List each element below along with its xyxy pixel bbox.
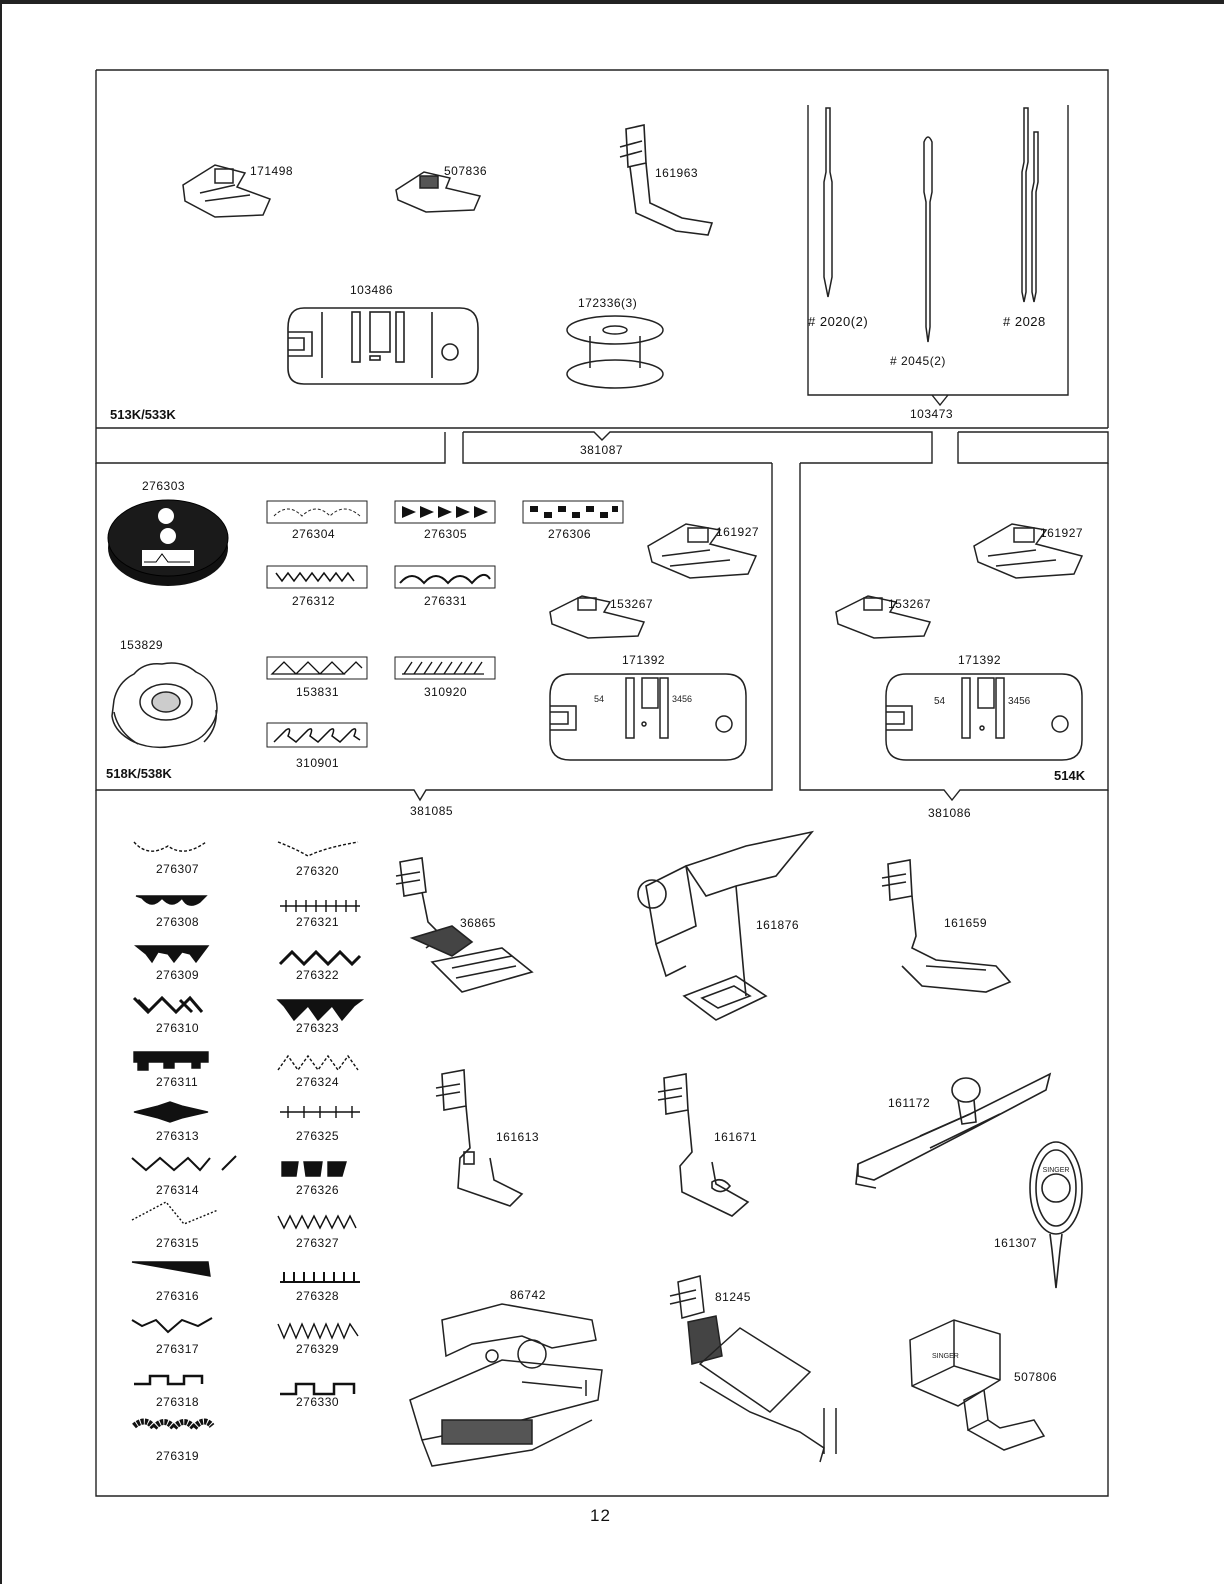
part-381086-label: 381086 [928,806,972,820]
part-507836-label: 507836 [444,164,488,178]
cam-pattern-276312 [266,565,368,589]
cam-276313-label: 276313 [156,1129,200,1143]
cam-pattern-276305 [394,500,496,524]
cam-276320-label: 276320 [296,864,340,878]
cam-stitch-patterns [128,836,378,1476]
cam-276323-label: 276323 [296,1021,340,1035]
part-161172-label: 161172 [888,1096,931,1110]
part-153831-label: 153831 [296,685,340,699]
cam-276328-label: 276328 [296,1289,340,1303]
cam-276307-label: 276307 [156,862,200,876]
cam-pattern-276331 [394,565,496,589]
attachment-81245-image [660,1272,860,1466]
needle-2020-label: # 2020(2) [808,314,869,329]
part-86742-label: 86742 [510,1288,546,1302]
part-161963-label: 161963 [655,166,699,180]
part-276304-label: 276304 [292,527,336,541]
part-171392-label: 171392 [622,653,666,667]
part-81245-label: 81245 [715,1290,751,1304]
presser-foot-161927-image [640,512,768,592]
attachment-161671-image [652,1072,762,1222]
part-153267-right-label: 153267 [888,597,932,611]
cam-276330-label: 276330 [296,1395,340,1409]
throat-plate-171392-image [546,666,750,764]
model-514-label: 514K [1054,768,1086,783]
svg-text:3456: 3456 [1008,696,1031,707]
part-276303-label: 276303 [142,479,186,493]
svg-text:54: 54 [594,694,605,704]
model-518-label: 518K/538K [106,766,172,781]
part-161307-label: 161307 [994,1236,1038,1250]
part-153829-label: 153829 [120,638,164,652]
cam-276324-label: 276324 [296,1075,340,1089]
cam-pattern-310920 [394,656,496,680]
part-310901-label: 310901 [296,756,340,770]
part-276331-label: 276331 [424,594,468,608]
cam-276303-image [104,492,232,592]
throat-plate-103486-image [282,298,482,390]
cam-276310-label: 276310 [156,1021,200,1035]
part-381085-label: 381085 [410,804,454,818]
cam-276329-label: 276329 [296,1342,340,1356]
cam-276316-label: 276316 [156,1289,200,1303]
part-171498-label: 171498 [250,164,294,178]
bobbin-172336-image [560,312,670,394]
needle-2045-label: # 2045(2) [890,354,946,368]
part-161659-label: 161659 [944,916,988,930]
cam-pattern-276304 [266,500,368,524]
svg-text:54: 54 [934,696,946,707]
cam-276317-label: 276317 [156,1342,200,1356]
cam-pattern-310901 [266,722,368,748]
presser-foot-161963-image [612,123,722,243]
page-number: 12 [590,1506,611,1525]
part-171392-right-label: 171392 [958,653,1002,667]
part-310920-label: 310920 [424,685,468,699]
cam-276319-label: 276319 [156,1449,200,1463]
presser-foot-161927-right-image [966,512,1094,592]
cam-276318-label: 276318 [156,1395,200,1409]
attachment-161659-image [876,856,1016,1004]
cam-276325-label: 276325 [296,1129,340,1143]
cam-pattern-153831 [266,656,368,680]
cam-pattern-276306 [522,500,624,524]
part-507806-label: 507806 [1014,1370,1058,1384]
model-513-label: 513K/533K [110,407,176,422]
part-153267-label: 153267 [610,597,654,611]
cam-276309-label: 276309 [156,968,200,982]
cam-276308-label: 276308 [156,915,200,929]
attachment-507806-image [904,1310,1054,1470]
attachment-86742-image [402,1300,610,1470]
cam-276314-label: 276314 [156,1183,200,1197]
cam-276321-label: 276321 [296,915,340,929]
part-36865-label: 36865 [460,916,496,930]
cam-276326-label: 276326 [296,1183,340,1197]
part-381087-label: 381087 [580,443,624,457]
part-161671-label: 161671 [714,1130,758,1144]
attachment-161307-image [1026,1138,1086,1292]
cam-276311-label: 276311 [156,1075,199,1089]
part-276312-label: 276312 [292,594,336,608]
part-161927-label: 161927 [716,525,760,539]
part-161927-right-label: 161927 [1040,526,1084,540]
throat-plate-171392-right-image [882,666,1086,764]
part-276306-label: 276306 [548,527,592,541]
cam-276315-label: 276315 [156,1236,200,1250]
needle-2028-label: # 2028 [1003,314,1046,329]
svg-text:SINGER: SINGER [1042,1167,1070,1174]
part-172336-label: 172336(3) [578,296,638,310]
svg-text:SINGER: SINGER [932,1353,959,1360]
part-103486-label: 103486 [350,283,394,297]
part-276305-label: 276305 [424,527,468,541]
cam-stack-153829-image [104,652,224,756]
part-103473-label: 103473 [910,407,954,421]
cam-276322-label: 276322 [296,968,340,982]
svg-text:3456: 3456 [672,694,693,704]
part-161613-label: 161613 [496,1130,540,1144]
cam-276327-label: 276327 [296,1236,340,1250]
part-161876-label: 161876 [756,918,800,932]
